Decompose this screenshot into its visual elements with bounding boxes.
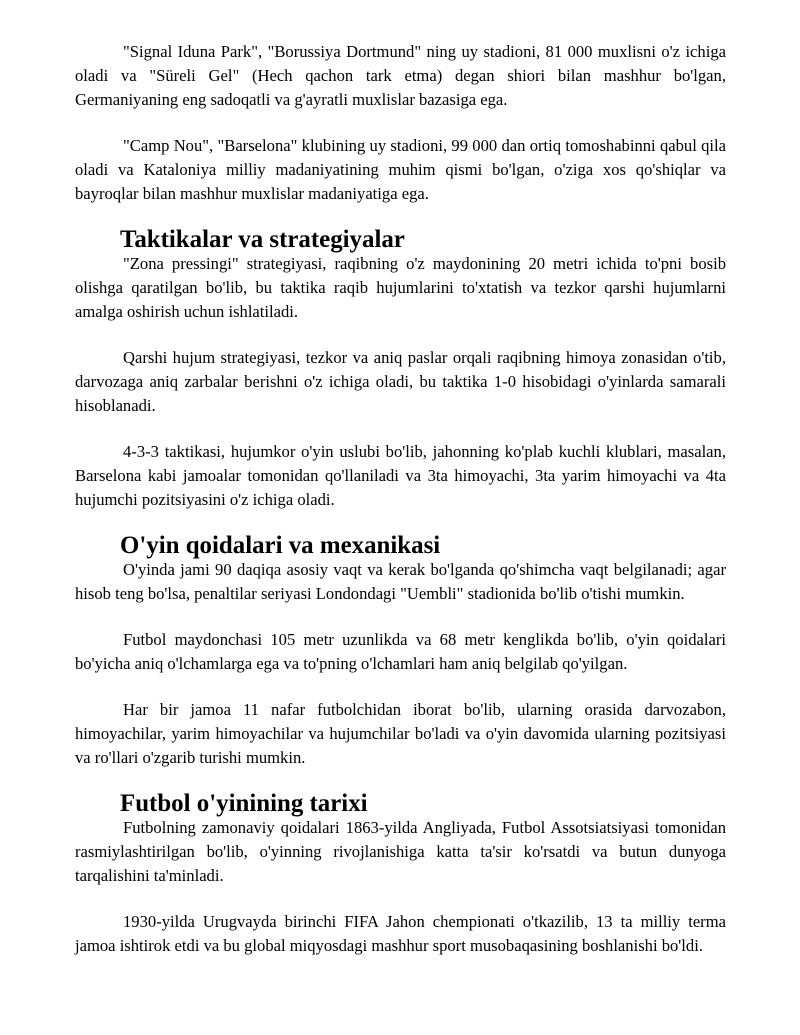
- heading-game-rules: O'yin qoidalari va mexanikasi: [120, 532, 441, 559]
- paragraph-match-time: O'yinda jami 90 daqiqa asosiy vaqt va kerak bo'lganda qo'shimcha vaqt belgilanadi; agar hisob teng bo'lsa, penaltilar seriyasi Londondagi "Uembli" stadionida bo'lib o'tishi mumkin.: [75, 560, 726, 603]
- paragraph-pitch-size: Futbol maydonchasi 105 metr uzunlikda va 68 metr kenglikda bo'lib, o'yin qoidalari bo'yicha aniq o'lchamlarga ega va to'pning o'lchamlari ham aniq belgilab qo'yilgan.: [75, 630, 726, 673]
- paragraph-camp-nou: "Camp Nou", "Barselona" klubining uy stadioni, 99 000 dan ortiq tomoshabinni qabul qila oladi va Kataloniya milliy madaniyatining muhim qismi bo'lgan, o'ziga xos qo'shiqlar va bayroqlar bilan mashhur muxlislar madaniyatiga ega.: [75, 136, 726, 203]
- paragraph-zone-pressing: "Zona pressingi" strategiyasi, raqibning o'z maydonining 20 metri ichida to'pni bosib olishga qaratilgan bo'lib, bu taktika raqib hujumlarini to'xtatish va tezkor qarshi hujumlarni amalga oshirish uchun ishlatiladi.: [75, 254, 726, 321]
- heading-football-history: Futbol o'yinining tarixi: [120, 790, 368, 817]
- paragraph-team-players: Har bir jamoa 11 nafar futbolchidan iborat bo'lib, ularning orasida darvozabon, himoyachilar, yarim himoyachilar va hujumchilar bo'ladi va o'yin davomida ularning pozitsiyasi va ro'llari o'zgarib turishi mumkin.: [75, 700, 726, 767]
- paragraph-modern-rules: Futbolning zamonaviy qoidalari 1863-yilda Angliyada, Futbol Assotsiatsiyasi tomonidan rasmiylashtirilgan bo'lib, o'yinning rivojlanishiga katta ta'sir ko'rsatdi va butun dunyoga tarqalishini ta'minladi.: [75, 818, 726, 885]
- paragraph-433-tactic: 4-3-3 taktikasi, hujumkor o'yin uslubi bo'lib, jahonning ko'plab kuchli klublari, masalan, Barselona kabi jamoalar tomonidan qo'llaniladi va 3ta himoyachi, 3ta yarim himoyachi va 4ta hujumchi pozitsiyasini o'z ichiga oladi.: [75, 442, 726, 509]
- paragraph-signal-iduna-park: "Signal Iduna Park", "Borussiya Dortmund" ning uy stadioni, 81 000 muxlisni o'z ichiga oladi va "Süreli Gel" (Hech qachon tark etma) degan shiori bilan mashhur bo'lgan, Germaniyaning eng sadoqatli va g'ayratli muxlislar bazasiga ega.: [75, 42, 726, 109]
- heading-tactics: Taktikalar va strategiyalar: [120, 226, 405, 253]
- paragraph-counter-attack: Qarshi hujum strategiyasi, tezkor va aniq paslar orqali raqibning himoya zonasidan o'tib, darvozaga aniq zarbalar berishni o'z ichiga oladi, bu taktika 1-0 hisobidagi o'yinlarda samarali hisoblanadi.: [75, 348, 726, 415]
- paragraph-world-cup-1930: 1930-yilda Urugvayda birinchi FIFA Jahon chempionati o'tkazilib, 13 ta milliy terma jamoa ishtirok etdi va bu global miqyosdagi mashhur sport musobaqasining boshlanishi bo'ldi.: [75, 912, 726, 955]
- document-page: [75, 40, 726, 980]
